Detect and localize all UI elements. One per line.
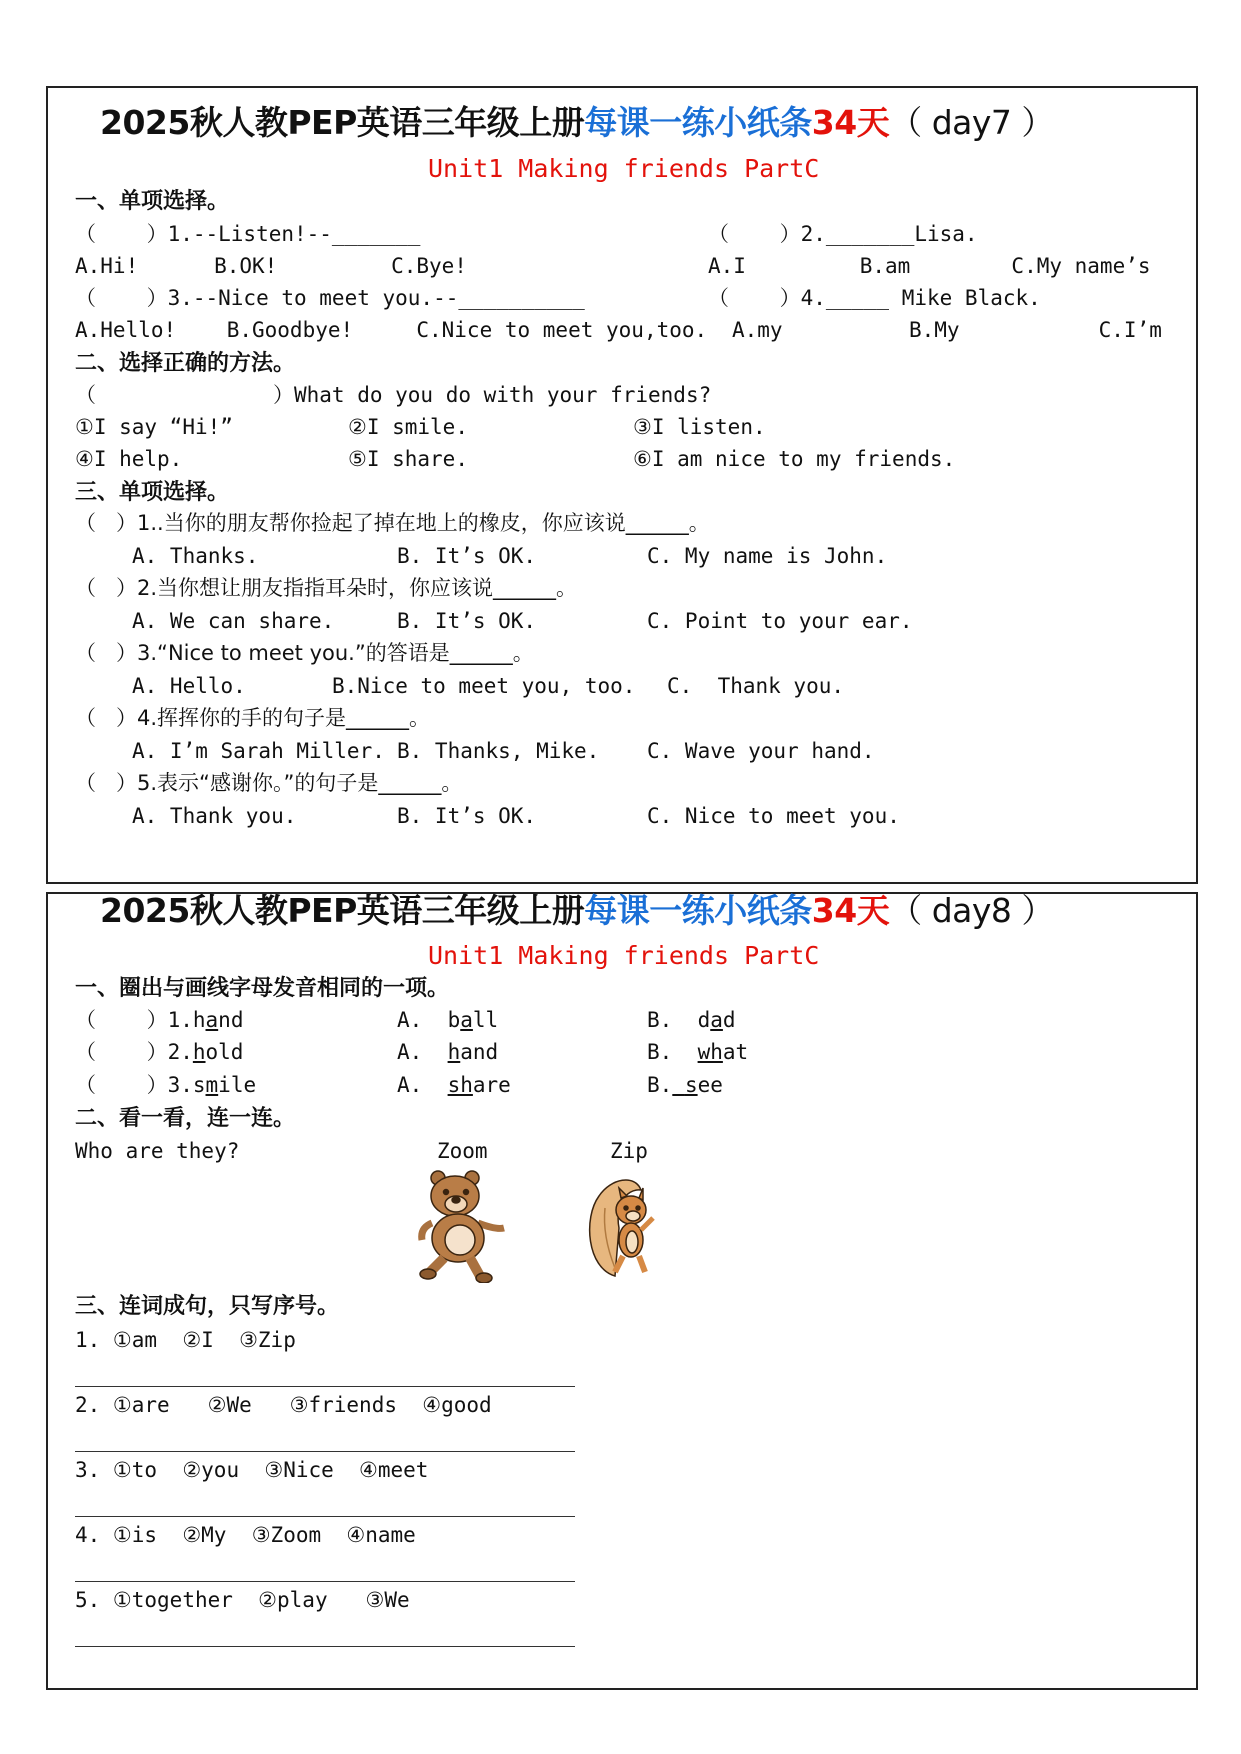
phonics-option: B. what xyxy=(647,1040,749,1064)
reorder-item: 1. ①am ②I ③Zip xyxy=(75,1328,296,1352)
reorder-item: 4. ①is ②My ③Zoom ④name xyxy=(75,1523,416,1547)
question-4-options: A.my B.My C.I’m xyxy=(732,318,1162,342)
question-4: （ ）4._____ Mike Black. xyxy=(708,286,1041,310)
reorder-item: 2. ①are ②We ③friends ④good xyxy=(75,1393,492,1417)
choice-option: B. It’s OK. xyxy=(397,804,537,828)
phonics-row: （ ）1.hand xyxy=(75,1008,244,1032)
reorder-item: 3. ①to ②you ③Nice ④meet xyxy=(75,1458,429,1482)
phonics-option: A. ball xyxy=(397,1008,499,1032)
reorder-item: 5. ①together ②play ③We xyxy=(75,1588,410,1612)
phonics-option: B. see xyxy=(647,1073,723,1097)
section-heading: 三、连词成句，只写序号。 xyxy=(75,1294,340,1319)
question-3-options: A.Hello! B.Goodbye! C.Nice to meet you,too. xyxy=(75,318,708,342)
zip-squirrel-image xyxy=(585,1168,665,1283)
question-1-options: A.Hi! B.OK! C.Bye! xyxy=(75,254,467,278)
phonics-row: （ ）3.smile xyxy=(75,1073,257,1097)
choice-option: C. Point to your ear. xyxy=(647,609,913,633)
phonics-option: A. hand xyxy=(397,1040,499,1064)
choice-option: A. Thanks. xyxy=(132,544,259,568)
method-option: ⑤I share. xyxy=(348,447,468,471)
choice-option: C. Thank you. xyxy=(667,674,845,698)
question-1: （ ）1.--Listen!--_______ xyxy=(75,222,421,246)
character-name-zip: Zip xyxy=(610,1139,648,1163)
question-3: （ ）3.--Nice to meet you.--__________ xyxy=(75,286,585,310)
choice-option: B. Thanks, Mike. xyxy=(397,739,600,763)
unit-subtitle-day7: Unit1 Making friends PartC xyxy=(428,154,820,183)
choice-question: （ ）4.挥挥你的手的句子是______。 xyxy=(75,706,431,730)
phonics-option: A. share xyxy=(397,1073,511,1097)
worksheet-title-day8: 2025秋人教PEP英语三年级上册每课一练小纸条34天（ day8 ） xyxy=(100,891,1054,930)
section-heading: 二、看一看，连一连。 xyxy=(75,1106,296,1131)
section-heading: 一、单项选择。 xyxy=(75,189,230,214)
answer-line[interactable] xyxy=(75,1581,575,1582)
answer-line[interactable] xyxy=(75,1386,575,1387)
choice-question: （ ）3.“Nice to meet you.”的答语是______。 xyxy=(75,641,534,665)
choice-option: C. Nice to meet you. xyxy=(647,804,900,828)
match-question: Who are they? xyxy=(75,1139,240,1163)
choice-option: C. My name is John. xyxy=(647,544,888,568)
choice-option: A. I’m Sarah Miller. xyxy=(132,739,385,763)
phonics-option: B. dad xyxy=(647,1008,736,1032)
question-2: （ ）2._______Lisa. xyxy=(708,222,978,246)
unit-subtitle-day8: Unit1 Making friends PartC xyxy=(428,941,820,970)
choice-option: B.Nice to meet you, too. xyxy=(332,674,636,698)
answer-line[interactable] xyxy=(75,1516,575,1517)
section-heading: 一、圈出与画线字母发音相同的一项。 xyxy=(75,976,450,1001)
choice-question: （ ）2.当你想让朋友指指耳朵时，你应该说______。 xyxy=(75,576,578,600)
choice-option: B. It’s OK. xyxy=(397,544,537,568)
choice-option: B. It’s OK. xyxy=(397,609,537,633)
choice-option: A. Hello. xyxy=(132,674,246,698)
choice-question: （ ）5.表示“感谢你。”的句子是______。 xyxy=(75,771,463,795)
question-2-options: A.I B.am C.My name’s xyxy=(708,254,1151,278)
section-heading: 三、单项选择。 xyxy=(75,480,230,505)
method-option: ⑥I am nice to my friends. xyxy=(633,447,956,471)
method-option: ①I say “Hi!” xyxy=(75,415,233,439)
method-option: ④I help. xyxy=(75,447,183,471)
choice-option: A. We can share. xyxy=(132,609,335,633)
section-heading: 二、选择正确的方法。 xyxy=(75,351,296,376)
method-question: （ ）What do you do with your friends? xyxy=(75,383,712,407)
phonics-row: （ ）2.hold xyxy=(75,1040,244,1064)
choice-question: （ ）1..当你的朋友帮你捡起了掉在地上的橡皮，你应该说______。 xyxy=(75,511,710,535)
method-option: ③I listen. xyxy=(633,415,766,439)
method-option: ②I smile. xyxy=(348,415,468,439)
character-name-zoom: Zoom xyxy=(437,1139,488,1163)
worksheet-title-day7: 2025秋人教PEP英语三年级上册每课一练小纸条34天（ day7 ） xyxy=(100,103,1054,142)
choice-option: C. Wave your hand. xyxy=(647,739,875,763)
answer-line[interactable] xyxy=(75,1451,575,1452)
choice-option: A. Thank you. xyxy=(132,804,297,828)
answer-line[interactable] xyxy=(75,1646,575,1647)
zoom-bear-image xyxy=(418,1168,510,1283)
